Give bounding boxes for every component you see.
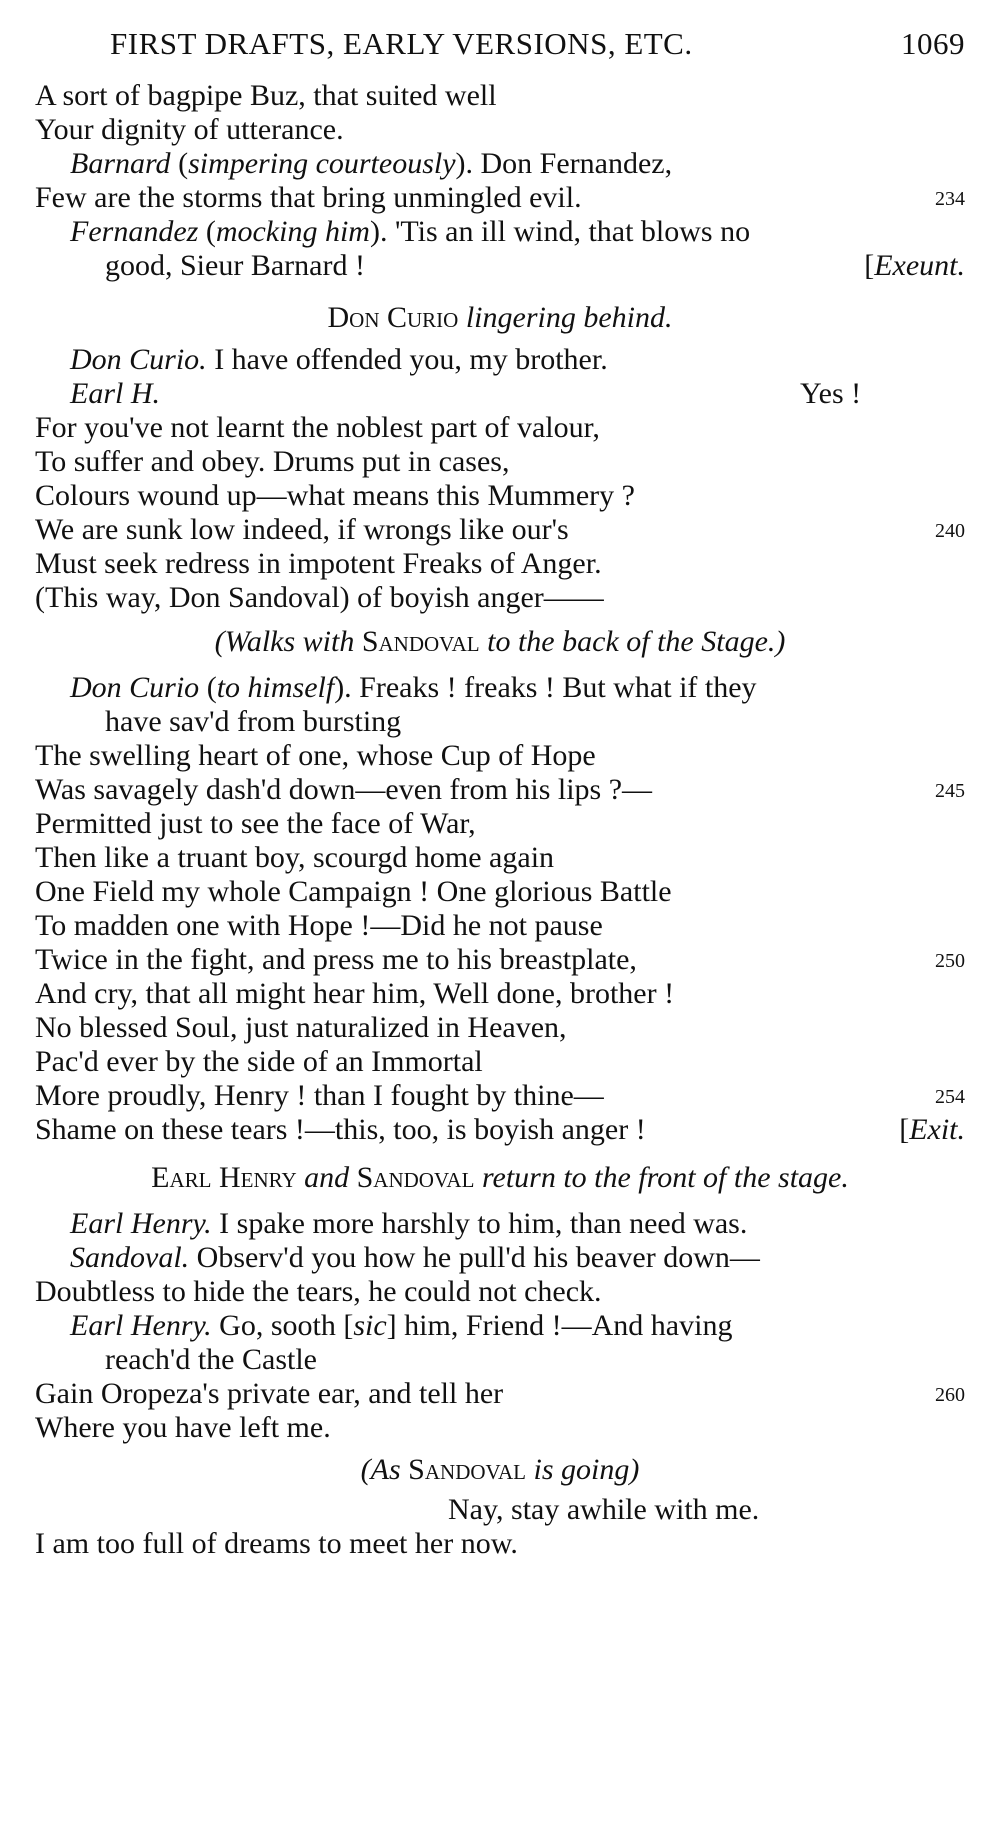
exeunt-text: Exeunt. (874, 249, 965, 282)
line-number: 250 (935, 950, 965, 972)
speaker-name: Barnard (70, 147, 171, 180)
speaker-name: Sandoval. (70, 1241, 190, 1274)
page-number: 1069 (901, 26, 965, 61)
verse-line: good, Sieur Barnard ! (105, 249, 365, 282)
text: I spake more harshly to him, than need was. (211, 1207, 748, 1240)
verse-line: reach'd the Castle (105, 1343, 317, 1376)
exit-direction: [Exit. (899, 1113, 965, 1146)
line-number: 234 (935, 188, 965, 210)
verse-line: Where you have left me. (35, 1411, 331, 1444)
stage-direction: mocking him (215, 215, 370, 248)
verse-line: Pac'd ever by the side of an Immortal (35, 1045, 483, 1078)
direction-text: (As (360, 1453, 409, 1486)
speaker-name: Earl Henry. (70, 1309, 212, 1342)
verse-line: To madden one with Hope !—Did he not pause (35, 909, 603, 942)
direction-text: is going) (525, 1453, 640, 1486)
verse-line: I am too full of dreams to meet her now. (35, 1527, 518, 1560)
verse-line: Twice in the fight, and press me to his breastplate, (35, 943, 637, 976)
verse-line: (This way, Don Sandoval) of boyish anger—— (35, 581, 604, 614)
verse-line: We are sunk low indeed, if wrongs like our's (35, 513, 569, 546)
speaker-name: Earl H. (70, 377, 160, 410)
exit-text: Exit. (909, 1113, 965, 1146)
text: ). Don Fernandez, (455, 147, 673, 180)
verse-line: A sort of bagpipe Buz, that suited well (35, 79, 497, 112)
character-name: Earl Henry (151, 1161, 297, 1194)
verse-line: Colours wound up—what means this Mummery ? (35, 479, 635, 512)
text: Go, sooth [ (211, 1309, 354, 1342)
verse-line: Must seek redress in impotent Freaks of Anger. (35, 547, 602, 580)
speaker-name: Earl Henry. (70, 1207, 212, 1240)
verse-line: The swelling heart of one, whose Cup of Hope (35, 739, 596, 772)
verse-line: Shame on these tears !—this, too, is boyish anger ! (35, 1113, 646, 1146)
verse-line: For you've not learnt the noblest part of valour, (35, 411, 600, 444)
stage-direction (0, 1450, 1000, 1489)
verse-line: Gain Oropeza's private ear, and tell her (35, 1377, 504, 1410)
direction-text: (Walks with (214, 625, 362, 658)
speaker-name: Don Curio. (70, 343, 207, 376)
line-number: 254 (935, 1086, 965, 1108)
stage-direction (0, 1158, 1000, 1197)
text: ( (198, 215, 216, 248)
line-number: 240 (935, 520, 965, 542)
stage-direction (0, 622, 1000, 661)
direction-text: lingering behind. (458, 301, 673, 334)
stage-direction: to himself (216, 671, 335, 704)
verse-line: Your dignity of utterance. (35, 113, 344, 146)
stage-direction (0, 298, 1000, 337)
verse-line: And cry, that all might hear him, Well done, brother ! (35, 977, 675, 1010)
verse-line: Few are the storms that bring unmingled evil. (35, 181, 582, 214)
text: ). Freaks ! freaks ! But what if they (334, 671, 757, 704)
running-header (110, 24, 965, 63)
speaker-name: Don Curio (70, 671, 200, 704)
exeunt-direction: [Exeunt. (864, 249, 965, 282)
verse-line: Then like a truant boy, scourgd home again (35, 841, 555, 874)
character-name: Sandoval (408, 1453, 526, 1486)
direction-text: return to the front of the stage. (474, 1161, 849, 1194)
verse-line: No blessed Soul, just naturalized in Heaven, (35, 1011, 567, 1044)
reply-text: Yes ! (800, 377, 862, 410)
character-name: Sandoval (361, 625, 480, 658)
text: ). 'Tis an ill wind, that blows no (369, 215, 751, 248)
verse-line: Doubtless to hide the tears, he could not check. (35, 1275, 602, 1308)
verse-line: have sav'd from bursting (105, 705, 402, 738)
verse-line: Nay, stay awhile with me. (448, 1493, 760, 1526)
text: ( (199, 671, 217, 704)
sic-note: sic (353, 1309, 387, 1342)
character-name: Sandoval (356, 1161, 475, 1194)
direction-text: to the back of the Stage.) (479, 625, 786, 658)
text: I have offended you, my brother. (206, 343, 608, 376)
text: Observ'd you how he pull'd his beaver down— (189, 1241, 760, 1274)
verse-line: Permitted just to see the face of War, (35, 807, 476, 840)
stage-direction: simpering courteously (188, 147, 456, 180)
line-number: 245 (935, 780, 965, 802)
verse-line: One Field my whole Campaign ! One glorious Battle (35, 875, 672, 908)
character-name: Don Curio (327, 301, 459, 334)
speaker-name: Fernandez (70, 215, 199, 248)
header-title: FIRST DRAFTS, EARLY VERSIONS, ETC. (110, 26, 693, 61)
text: ] him, Friend !—And having (386, 1309, 733, 1342)
verse-line: To suffer and obey. Drums put in cases, (35, 445, 510, 478)
text: ( (170, 147, 189, 180)
verse-line: Was savagely dash'd down—even from his lips ?— (35, 773, 653, 806)
line-number: 260 (935, 1384, 965, 1406)
direction-text: and (296, 1161, 357, 1194)
verse-line: More proudly, Henry ! than I fought by thine— (35, 1079, 604, 1112)
